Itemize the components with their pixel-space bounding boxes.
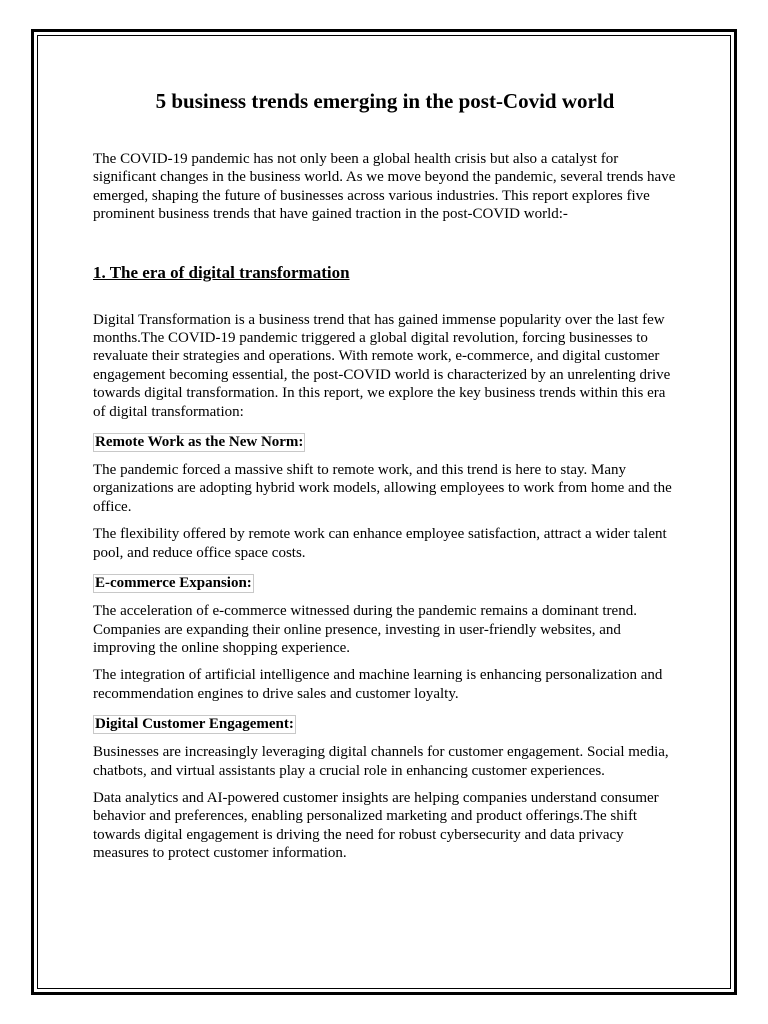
subheading-customer-engagement: Digital Customer Engagement: bbox=[95, 716, 294, 733]
intro-paragraph: The COVID-19 pandemic has not only been a global health crisis but also a catalyst for significant changes in the business world. As we move beyond the pandemic, several trends have emerged, shaping the future of businesses across various industries. This report explores five prominent business trends that have gained traction in the post-COVID world:- bbox=[93, 151, 676, 223]
document-title: 5 business trends emerging in the post-Covid world bbox=[155, 89, 615, 113]
paragraph: Businesses are increasingly leveraging digital channels for customer engagement. Social media, chatbots, and virtual assistants play a crucial role in enhancing customer experiences. bbox=[93, 744, 669, 779]
paragraph: The pandemic forced a massive shift to remote work, and this trend is here to stay. Many organizations are adopting hybrid work models, allowing employees to work from home and the office. bbox=[93, 462, 672, 515]
subsection-remote-work bbox=[93, 421, 677, 562]
subheading-ecommerce: E-commerce Expansion: bbox=[95, 575, 252, 592]
paragraph: Data analytics and AI-powered customer insights are helping companies understand consumer behavior and preferences, enabling personalized marketing and product offerings.The shift towards digital engagement is driving the need for robust cybersecurity and data privacy measures to protect customer information. bbox=[93, 789, 659, 862]
section-intro-paragraph: Digital Transformation is a business trend that has gained immense popularity over the last few months.The COVID-19 pandemic triggered a global digital revolution, forcing businesses to revaluate their strategies and operations. With remote work, e-commerce, and digital customer engagement becoming essential, the post-COVID world is characterized by an unrelenting drive towards digital transformation. In this report, we explore the key business trends within this era of digital transformation: bbox=[93, 311, 671, 420]
paragraph: The integration of artificial intelligence and machine learning is enhancing personalization and recommendation engines to drive sales and customer loyalty. bbox=[93, 667, 663, 702]
subheading-remote-work: Remote Work as the New Norm: bbox=[95, 434, 304, 451]
subsection-ecommerce bbox=[93, 562, 677, 703]
subsection-customer-engagement bbox=[93, 703, 677, 862]
paragraph: The acceleration of e-commerce witnessed during the pandemic remains a dominant trend. Companies are expanding their online presence, investing in user-friendly websites, and improving the online shopping experience. bbox=[93, 603, 637, 656]
document-body bbox=[93, 88, 677, 863]
paragraph: The flexibility offered by remote work can enhance employee satisfaction, attract a wider talent pool, and reduce office space costs. bbox=[93, 526, 667, 561]
section-heading-digital-transformation: 1. The era of digital transformation bbox=[93, 262, 350, 282]
